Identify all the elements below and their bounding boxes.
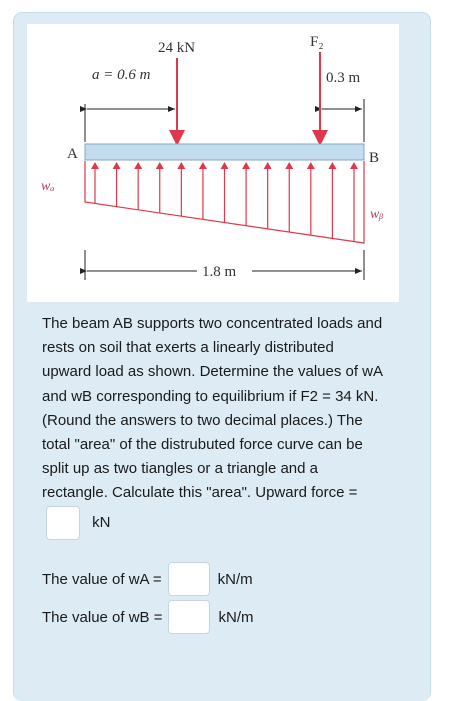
problem-statement: [42, 312, 387, 540]
load-arrow-head: [350, 162, 358, 169]
load2-label: F₂: [310, 34, 324, 50]
wa-label: wₐ: [41, 179, 55, 194]
dim-a-label: a = 0.6 m: [92, 67, 151, 83]
beam: [85, 144, 364, 160]
load-arrow-head: [199, 162, 207, 169]
distributed-load: [85, 161, 364, 243]
wa-input[interactable]: [168, 562, 210, 596]
load-arrow-head: [177, 162, 185, 169]
load-arrow-head: [328, 162, 336, 169]
wb-input[interactable]: [168, 600, 210, 634]
upward-force-input[interactable]: [46, 506, 80, 540]
beam-diagram: [27, 24, 399, 302]
dim-b-label: 0.3 m: [326, 70, 361, 86]
load1-label: 24 kN: [158, 40, 196, 56]
wb-label: wᵦ: [370, 207, 384, 222]
load-arrow-head: [307, 162, 315, 169]
wb-unit: kN/m: [218, 608, 254, 626]
wa-unit: kN/m: [217, 570, 253, 588]
end-b-label: B: [369, 150, 380, 166]
wb-label-text: The value of wB =: [42, 608, 163, 626]
load-arrow-head: [264, 162, 272, 169]
upward-force-unit: kN: [92, 513, 111, 531]
load-arrow-head: [134, 162, 142, 169]
load-arrow-head: [285, 162, 293, 169]
load-arrow-head: [242, 162, 250, 169]
end-a-label: A: [67, 146, 78, 162]
load-arrow-head: [91, 162, 99, 169]
wb-answer-row: [42, 600, 253, 634]
beam-figure: [27, 24, 399, 302]
wa-label-text: The value of wA =: [42, 570, 162, 588]
wa-answer-row: [42, 562, 253, 596]
dim-total-label: 1.8 m: [202, 264, 237, 280]
problem-text: The beam AB supports two concentrated loads and rests on soil that exerts a linearly distributed upward load as shown. Determine the values of wA and wB corresponding to equilibrium if F2 = 34 kN. (Round the answers to two decimal places.) The total "area" of the distrubuted force curve can be split up as two tiangles or a triangle and a rectangle. Calculate this "area". Upward force =: [42, 315, 383, 502]
load-arrow-head: [221, 162, 229, 169]
load-arrow-head: [156, 162, 164, 169]
load-arrow-head: [113, 162, 121, 169]
